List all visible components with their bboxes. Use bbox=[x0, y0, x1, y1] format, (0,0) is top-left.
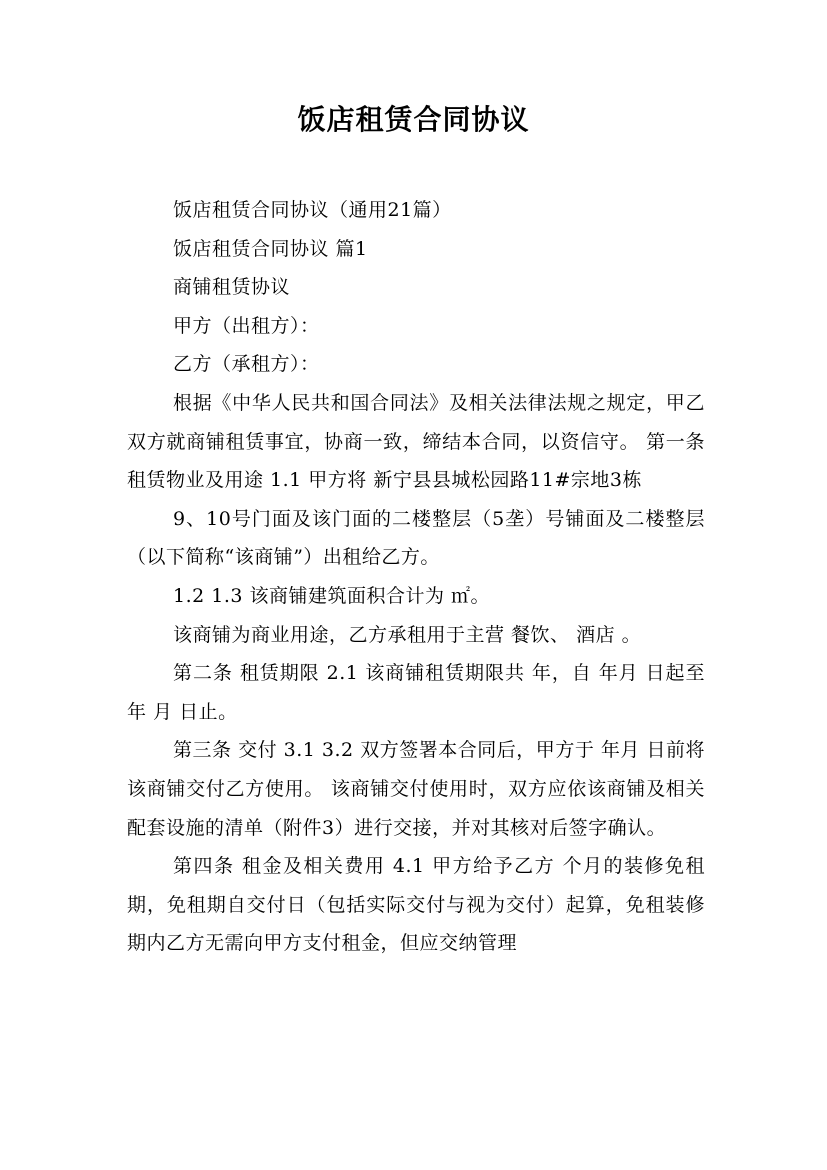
paragraph-subtitle: 饭店租赁合同协议（通用21篇） bbox=[173, 199, 452, 221]
paragraph-article-4: 第四条 租金及相关费用 4.1 甲方给予乙方 个月的装修免租期，免租期自交付日（包括实际交付与视为交付）起算，免租装修期内乙方无需向甲方支付租金，但应交纳管理 bbox=[127, 855, 705, 955]
paragraph-party-a: 甲方（出租方）： bbox=[173, 314, 320, 337]
paragraph-article-2: 第二条 租赁期限 2.1 该商铺租赁期限共 年，自 年月 日起至 年 月 日止。 bbox=[127, 662, 705, 723]
paragraph-chapter-heading: 饭店租赁合同协议 篇1 bbox=[173, 237, 368, 260]
paragraph-usage: 该商铺为商业用途，乙方承租用于主营 餐饮、 酒店 。 bbox=[173, 623, 642, 646]
paragraph-article-3: 第三条 交付 3.1 3.2 双方签署本合同后，甲方于 年月 日前将该商铺交付乙方使用。 该商铺交付使用时，双方应依该商铺及相关配套设施的清单（附件3）进行交接，并对其核对后签字确认。 bbox=[127, 739, 705, 839]
document-body bbox=[127, 191, 705, 963]
paragraph-agreement-name: 商铺租赁协议 bbox=[173, 276, 291, 299]
paragraph-party-b: 乙方（承租方）： bbox=[173, 353, 320, 376]
paragraph-preamble: 根据《中华人民共和国合同法》及相关法律法规之规定，甲乙双方就商铺租赁事宜，协商一致，缔结本合同，以资信守。 第一条 租赁物业及用途 1.1 甲方将 新宁县县城松园路11#宗地3栋 bbox=[127, 391, 705, 492]
paragraph-area: 1.2 1.3 该商铺建筑面积合计为 ㎡。 bbox=[173, 584, 491, 607]
paragraph-premises: 9、10号门面及该门面的二楼整层（5垄）号铺面及二楼整层（以下简称“该商铺”）出租给乙方。 bbox=[127, 507, 705, 569]
document-title: 饭店租赁合同协议 bbox=[297, 103, 530, 136]
